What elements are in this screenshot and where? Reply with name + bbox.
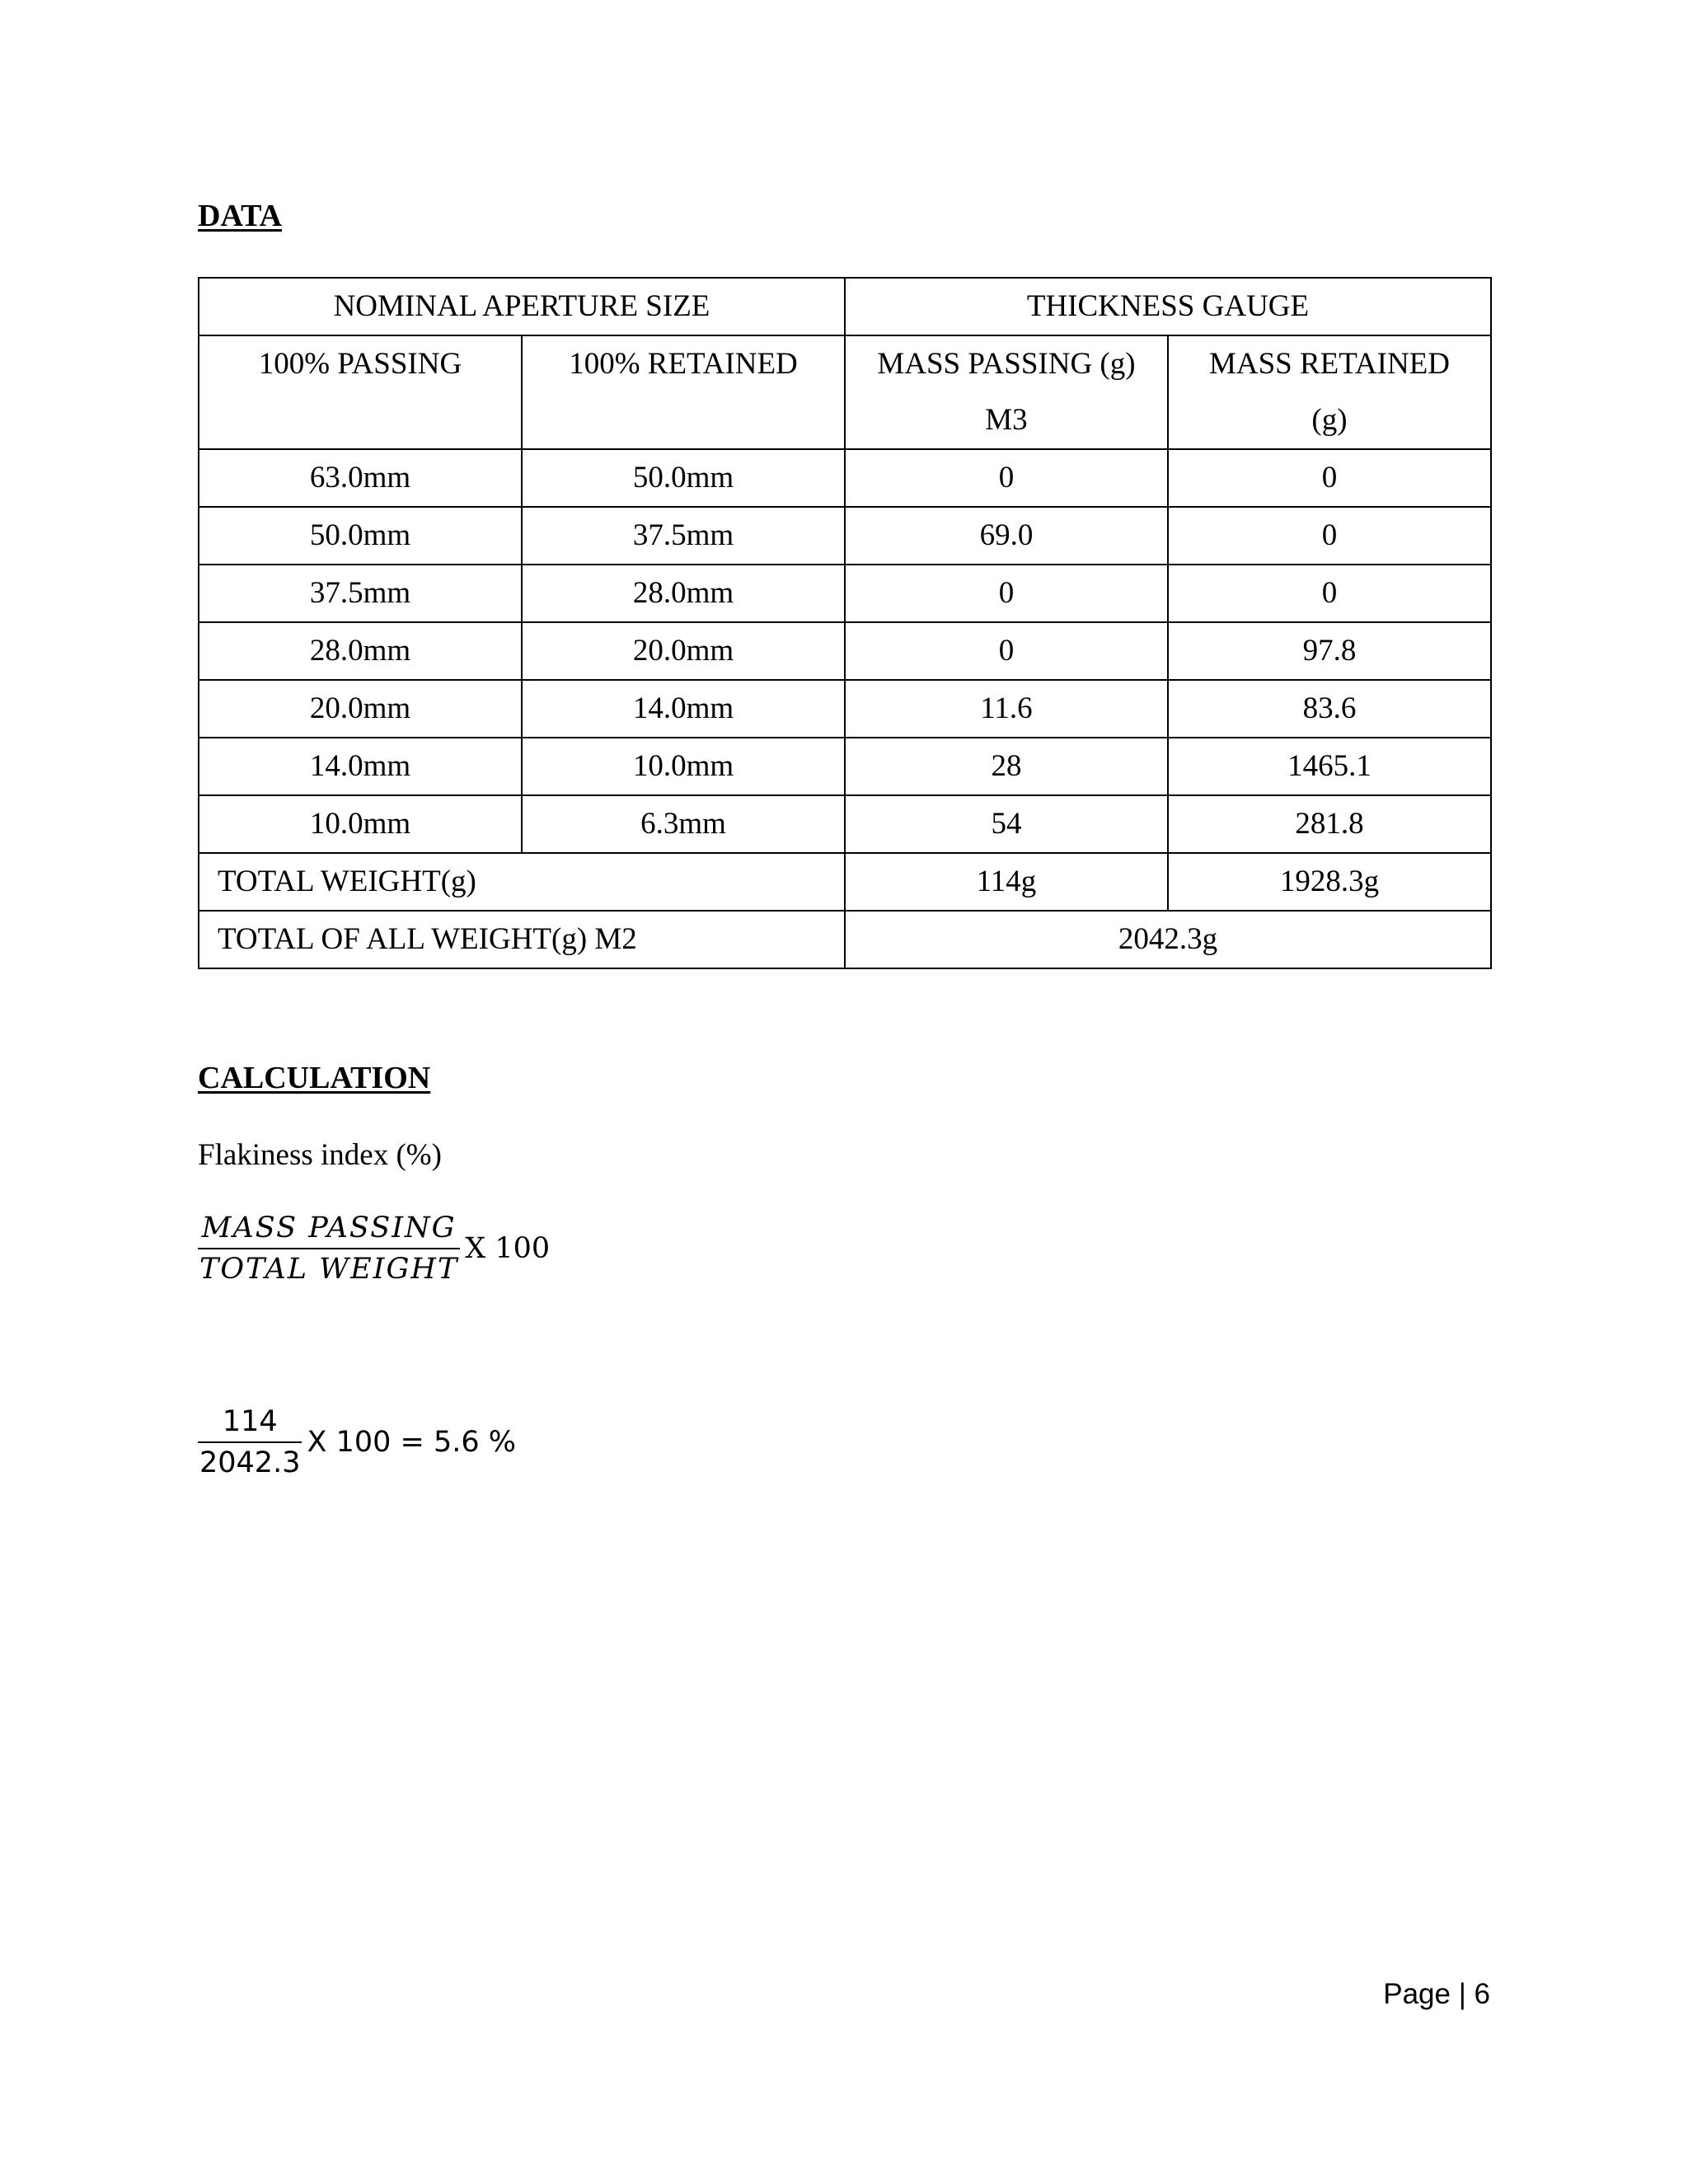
table-row xyxy=(199,507,1491,565)
header-passing: 100% PASSING xyxy=(199,335,522,449)
total-all-weight-label: TOTAL OF ALL WEIGHT(g) M2 xyxy=(199,911,845,968)
total-weight-row xyxy=(199,853,1491,911)
cell-mass-retained: 0 xyxy=(1168,565,1491,622)
cell-passing: 14.0mm xyxy=(199,738,522,795)
numeric-formula xyxy=(198,1405,516,1479)
cell-passing: 37.5mm xyxy=(199,565,522,622)
cell-retained: 10.0mm xyxy=(522,738,845,795)
table-header-row xyxy=(199,278,1491,335)
cell-mass-retained: 281.8 xyxy=(1168,795,1491,853)
cell-mass-retained: 97.8 xyxy=(1168,622,1491,680)
numeric-numerator: 114 xyxy=(222,1405,278,1438)
table-row xyxy=(199,738,1491,795)
cell-mass-retained: 1465.1 xyxy=(1168,738,1491,795)
cell-retained: 37.5mm xyxy=(522,507,845,565)
cell-retained: 20.0mm xyxy=(522,622,845,680)
cell-mass-retained: 0 xyxy=(1168,449,1491,507)
cell-passing: 28.0mm xyxy=(199,622,522,680)
numeric-result: X 100 = 5.6 % xyxy=(307,1426,516,1459)
total-all-weight-value: 2042.3g xyxy=(845,911,1491,968)
header-mass-passing xyxy=(845,335,1168,449)
table-row xyxy=(199,795,1491,853)
calculation-heading: CALCULATION xyxy=(198,1061,431,1095)
cell-mass-passing: 69.0 xyxy=(845,507,1168,565)
total-weight-passing: 114g xyxy=(845,853,1168,911)
flakiness-index-label: Flakiness index (%) xyxy=(198,1138,442,1172)
cell-retained: 50.0mm xyxy=(522,449,845,507)
formula-numerator: MASS PASSING xyxy=(201,1212,457,1244)
cell-mass-passing: 0 xyxy=(845,449,1168,507)
numeric-fraction xyxy=(198,1405,302,1479)
cell-passing: 63.0mm xyxy=(199,449,522,507)
cell-retained: 28.0mm xyxy=(522,565,845,622)
general-formula xyxy=(198,1212,550,1286)
page-number: Page | 6 xyxy=(1383,1978,1490,2010)
cell-retained: 14.0mm xyxy=(522,680,845,738)
cell-mass-passing: 11.6 xyxy=(845,680,1168,738)
cell-passing: 50.0mm xyxy=(199,507,522,565)
total-weight-retained: 1928.3g xyxy=(1168,853,1491,911)
header-mass-retained-line2: (g) xyxy=(1311,403,1348,437)
total-weight-label: TOTAL WEIGHT(g) xyxy=(199,853,845,911)
table-subheader-row xyxy=(199,335,1491,449)
header-mass-passing-line1: MASS PASSING (g) xyxy=(877,347,1136,381)
header-nominal-aperture: NOMINAL APERTURE SIZE xyxy=(199,278,845,335)
table-row xyxy=(199,680,1491,738)
total-all-weight-row xyxy=(199,911,1491,968)
formula-multiplier: X 100 xyxy=(465,1232,551,1265)
cell-passing: 10.0mm xyxy=(199,795,522,853)
header-retained: 100% RETAINED xyxy=(522,335,845,449)
header-thickness-gauge: THICKNESS GAUGE xyxy=(845,278,1491,335)
table-row xyxy=(199,449,1491,507)
cell-mass-passing: 0 xyxy=(845,622,1168,680)
header-mass-passing-line2: M3 xyxy=(985,403,1028,437)
header-mass-retained xyxy=(1168,335,1491,449)
cell-mass-retained: 83.6 xyxy=(1168,680,1491,738)
numeric-denominator: 2042.3 xyxy=(198,1441,302,1479)
cell-mass-passing: 28 xyxy=(845,738,1168,795)
data-heading: DATA xyxy=(198,199,283,233)
table-row xyxy=(199,565,1491,622)
cell-mass-retained: 0 xyxy=(1168,507,1491,565)
cell-passing: 20.0mm xyxy=(199,680,522,738)
cell-mass-passing: 0 xyxy=(845,565,1168,622)
formula-denominator: TOTAL WEIGHT xyxy=(198,1248,460,1286)
cell-mass-passing: 54 xyxy=(845,795,1168,853)
flakiness-data-table xyxy=(198,277,1492,969)
general-fraction xyxy=(198,1212,460,1286)
cell-retained: 6.3mm xyxy=(522,795,845,853)
table-row xyxy=(199,622,1491,680)
header-mass-retained-line1: MASS RETAINED xyxy=(1208,347,1450,381)
